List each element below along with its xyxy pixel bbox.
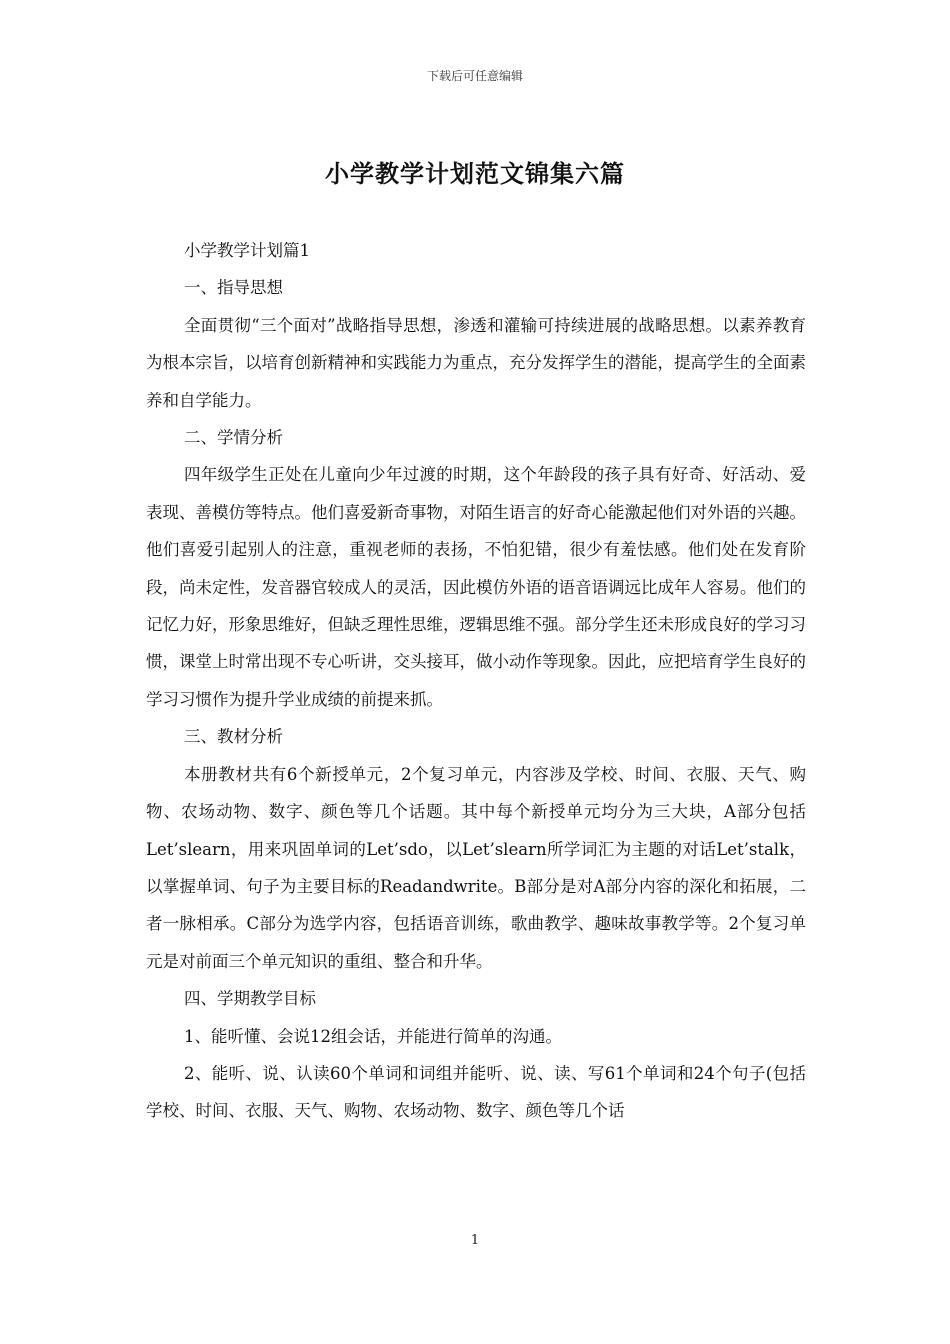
- section-heading-student-analysis: 二、学情分析: [184, 428, 283, 448]
- paragraph-textbook-analysis: 本册教材共有6个新授单元，2个复习单元，内容涉及学校、时间、衣服、天气、购物、农场动物、数字、颜色等几个话题。其中每个新授单元均分为三大块，A部分包括Let’slearn，用来巩固单词的Let’sdo，以Let’slearn所学词汇为主题的对话Let’stalk，以掌握单词、句子为主要目标的Readandwrite。B部分是对A部分内容的深化和拓展，二者一脉相承。C部分为选学内容，包括语音训练，歌曲教学、趣味故事教学等。2个复习单元是对前面三个单元知识的重组、整合和升华。: [146, 764, 806, 971]
- section-heading-guiding-ideology: 一、指导思想: [184, 278, 283, 298]
- paragraph-guiding-ideology: 全面贯彻“三个面对”战略指导思想，渗透和灌输可持续进展的战略思想。以素养教育为根本宗旨，以培育创新精神和实践能力为重点，充分发挥学生的潜能，提高学生的全面素养和自学能力。: [146, 315, 806, 410]
- section-heading-textbook-analysis: 三、教材分析: [184, 727, 283, 747]
- section-heading-semester-goals: 四、学期教学目标: [184, 989, 316, 1009]
- goal-item-1: 1、能听懂、会说12组会话，并能进行简单的沟通。: [184, 1026, 562, 1046]
- paragraph-student-analysis: 四年级学生正处在儿童向少年过渡的时期，这个年龄段的孩子具有好奇、好活动、爱表现、善模仿等特点。他们喜爱新奇事物，对陌生语言的好奇心能激起他们对外语的兴趣。他们喜爱引起别人的注意，重视老师的表扬，不怕犯错，很少有羞怯感。他们处在发育阶段，尚未定性，发音器官较成人的灵活，因此模仿外语的语音语调远比成年人容易。他们的记忆力好，形象思维好，但缺乏理性思维，逻辑思维不强。部分学生还未形成良好的学习习惯，课堂上时常出现不专心听讲，交头接耳，做小动作等现象。因此，应把培育学生良好的学习习惯作为提升学业成绩的前提来抓。: [146, 465, 806, 709]
- page-number: 1: [470, 1233, 480, 1248]
- page-header-note: 下载后可任意编辑: [426, 69, 523, 83]
- goal-item-2: 2、能听、说、认读60个单词和词组并能听、说、读、写61个单词和24个句子(包括学校、时间、衣服、天气、购物、农场动物、数字、颜色等几个话: [146, 1063, 806, 1121]
- section-heading-plan-1: 小学教学计划篇1: [184, 241, 310, 260]
- document-title: 小学教学计划范文锦集六篇: [325, 159, 625, 188]
- document-body: [146, 232, 806, 1130]
